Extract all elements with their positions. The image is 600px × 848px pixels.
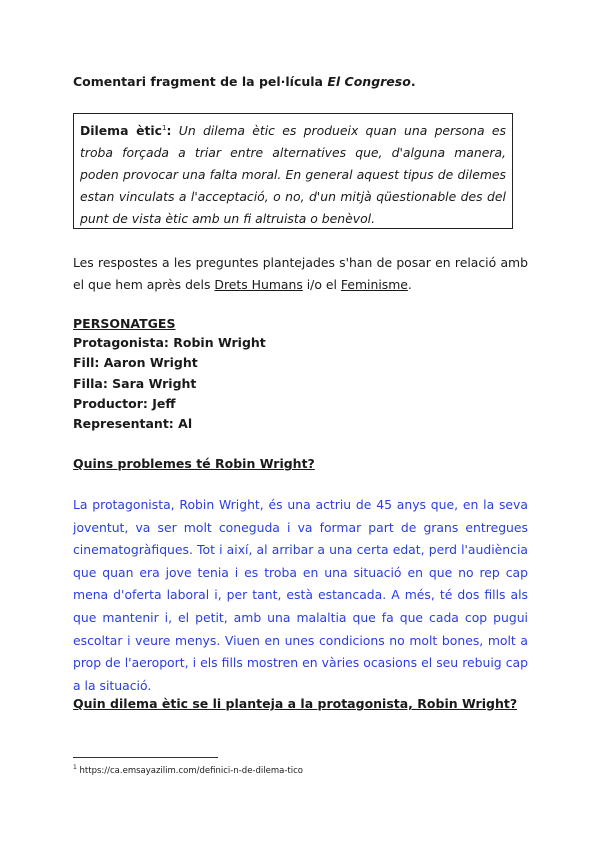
link-feminisme[interactable]: Feminisme xyxy=(340,277,408,292)
document-title xyxy=(73,74,416,89)
characters-list xyxy=(73,333,266,434)
character-item: Productor: Jeff xyxy=(73,395,176,411)
footnote-divider xyxy=(73,757,218,758)
character-item: Representant: Al xyxy=(73,416,193,432)
character-item: Protagonista: Robin Wright xyxy=(73,335,266,350)
title-suffix: . xyxy=(410,74,416,89)
answer-1: La protagonista, Robin Wright, és una actriu de 45 anys que, en la seva joventut, va ser molt coneguda i va formar part de grans entregues cinematogràfiques. Tot i així, al arribar a una certa edat, perd l'audiència que quan era jove tenia i es troba en una situació en que no rep cap mena d'oferta laboral i, per tant, està estancada. A més, té dos fills als que mantenir i, el petit, amb una malaltia que fa que cada cop pugui escoltar i veure menys. Viuen en unes condicions no molt bones, molt a prop de l'aeroport, i els fills mostren en vàries ocasions el seu rebuig cap a la situació. xyxy=(73,497,528,693)
definition-colon: : xyxy=(166,123,172,138)
intro-text-2: i/o el xyxy=(302,277,341,292)
definition-text: Un dilema ètic es produeix quan una persona es troba forçada a triar entre alternatives que, d'alguna manera, poden provocar una falta moral. En general aquest tipus de dilemes estan vinculats a l'acceptació, o no, d'un mitjà qüestionable des del punt de vista ètic amb un fi altruista o benèvol. xyxy=(80,123,506,226)
film-title: El Congreso xyxy=(327,74,411,89)
title-prefix: Comentari fragment de la pel·lícula xyxy=(73,74,323,89)
character-item: Fill: Aaron Wright xyxy=(73,355,198,371)
footnote-ref[interactable]: 1 xyxy=(162,123,167,132)
characters-heading: PERSONATGES xyxy=(73,316,176,331)
intro-text-1: Les respostes a les preguntes plantejades s'han de posar en relació amb el que hem après dels xyxy=(73,255,528,292)
definition-box xyxy=(73,113,513,229)
link-drets-humans[interactable]: Drets Humans xyxy=(214,277,303,292)
footnote-number: 1 xyxy=(73,764,77,771)
definition-term: Dilema ètic xyxy=(80,123,163,138)
intro-text-3: . xyxy=(407,277,412,292)
footnote-url[interactable]: https://ca.emsayazilim.com/definici-n-de-dilema-tico xyxy=(79,765,303,776)
intro-paragraph xyxy=(73,252,528,296)
footnote xyxy=(73,764,303,776)
question-2: Quin dilema ètic se li planteja a la protagonista, Robin Wright? xyxy=(73,696,518,711)
character-item: Filla: Sara Wright xyxy=(73,375,197,391)
question-1: Quins problemes té Robin Wright? xyxy=(73,456,315,471)
